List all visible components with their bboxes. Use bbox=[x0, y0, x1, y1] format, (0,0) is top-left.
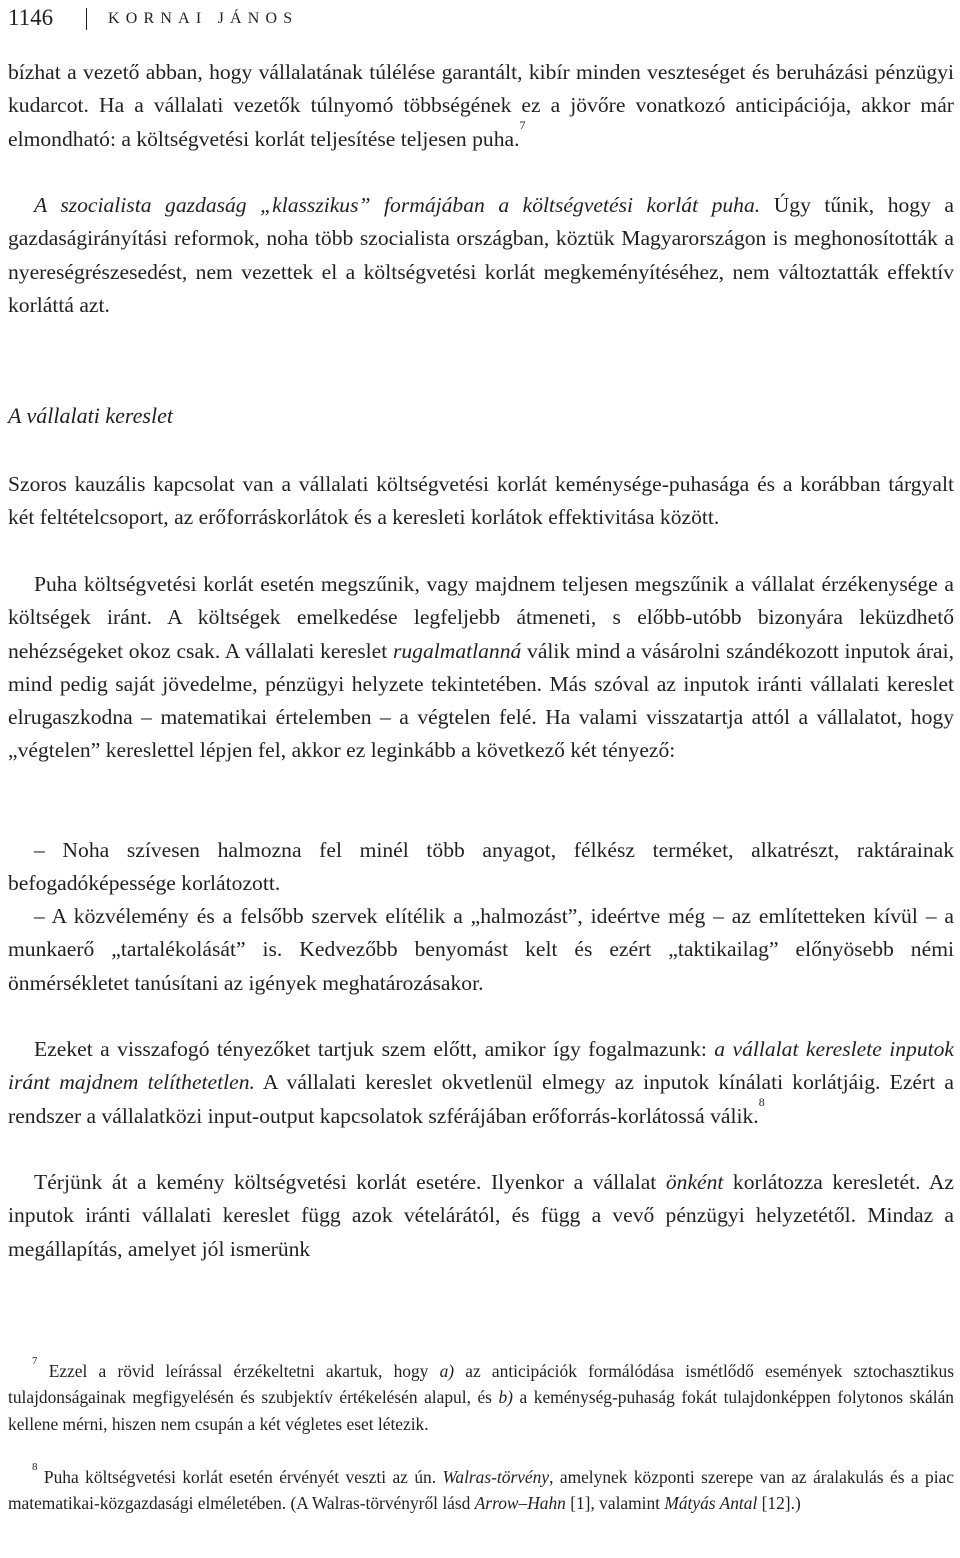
paragraph-1-text: bízhat a vezető abban, hogy vállalatának túlélése garantált, kibír minden veszteséget és beruházási pénzügyi kudarcot. Ha a vállalati vezetők túlnyomó többségének ez a jövőre vonatkozó anticipációja, akkor már elmondható: a költségvetési korlát teljesítése teljesen puha. bbox=[8, 60, 954, 151]
paragraph-2-emphasis: A szocialista gazdaság „klasszikus” formájában a költségvetési korlát puha. bbox=[34, 193, 761, 217]
header-divider bbox=[86, 8, 87, 30]
paragraph-5-text-b: A vállalati kereslet okvetlenül elmegy az inputok kínálati korlátjáig. Ezért a rendszer a vállalatközi input-output kapcsolatok szférájában erőforrás-korlátossá válik. bbox=[8, 1070, 954, 1128]
paragraph-6-emphasis: önként bbox=[665, 1170, 724, 1194]
footnote-7-a-marker: a) bbox=[439, 1361, 455, 1381]
running-title: KORNAI JÁNOS bbox=[108, 10, 299, 27]
paragraph-5 bbox=[8, 1033, 954, 1133]
paragraph-4 bbox=[8, 568, 954, 768]
footnote-8-text-c: [1], valamint bbox=[565, 1493, 665, 1514]
footnote-8-number: 8 bbox=[32, 1461, 38, 1473]
footnote-8-text-b: , amelynek központi szerepe van az áralakulás és a piac matematikai-közgazdasági elméletében. (A Walras-törvényről lásd bbox=[8, 1467, 954, 1514]
list-item-2: – A közvélemény és a felsőbb szervek elítélik a „halmozást”, ideértve még – az említetteken kívül – a munkaerő „tartalékolását” is. Kedvezőbb benyomást kelt és ezért „taktikailag” előnyösebb némi önmérsékletet tanúsítani az igények meghatározásakor. bbox=[8, 904, 954, 995]
paragraph-6 bbox=[8, 1166, 954, 1266]
footnote-8-matyas-antal: Mátyás Antal bbox=[664, 1493, 758, 1514]
page-number: 1146 bbox=[8, 5, 54, 30]
footnote-8-text-d: [12].) bbox=[757, 1493, 801, 1514]
paragraph-4-text-a: Puha költségvetési korlát esetén megszűnik, vagy majdnem teljesen megszűnik a vállalat érzékenysége a költségek iránt. A költségek emelkedése legfeljebb átmeneti, s előbb-utóbb bizonyára leküzdhető nehézségeket okoz csak. A vállalati kereslet bbox=[8, 572, 954, 663]
footnote-7-text-b: az anticipációk formálódása ismétlődő események sztochasztikus tulajdonságainak megfigyelésén és szubjektív értékelésén alapul, és bbox=[8, 1361, 954, 1408]
paragraph-3: Szoros kauzális kapcsolat van a vállalati költségvetési korlát keménysége-puhasága és a korábban tárgyalt két feltételcsoport, az erőforráskorlátok és a keresleti korlátok effektivitása között. bbox=[8, 472, 954, 530]
footnote-7 bbox=[8, 1355, 954, 1437]
footnote-ref-8: 8 bbox=[758, 1094, 765, 1109]
footnote-7-number: 7 bbox=[32, 1355, 38, 1367]
list-item-1: – Noha szívesen halmozna fel minél több anyagot, félkész terméket, alkatrészt, raktárainak befogadóképessége korlátozott. bbox=[8, 838, 954, 896]
paragraph-1 bbox=[8, 56, 954, 156]
paragraph-2-text: Úgy tűnik, hogy a gazdaságirányítási reformok, noha több szocialista országban, köztük Magyarországon is meghonosították a nyereségrészesedést, nem vezettek el a költségvetési korlát megkeményítéséhez, nem változtatták effektív korláttá azt. bbox=[8, 193, 954, 317]
footnote-8 bbox=[8, 1461, 954, 1517]
paragraph-6-text-a: Térjünk át a kemény költségvetési korlát esetére. Ilyenkor a vállalat bbox=[34, 1170, 666, 1194]
footnote-8-walras-law: Walras-törvény bbox=[442, 1467, 550, 1487]
paragraph-4-text-b: válik mind a vásárolni szándékozott inputok árai, mind pedig saját jövedelme, pénzügyi helyzete tekintetében. Más szóval az inputok iránti vállalati kereslet elrugaszkodna – matematikai értelemben – a végtelen felé. Ha valami visszatartja attól a vállalatot, hogy „végtelen” kereslettel lépjen fel, akkor ez leginkább a következő két tényező: bbox=[8, 638, 954, 763]
footnote-7-text-c: a keménység-puhaság fokát tulajdonképpen folytonos skálán kellene mérni, hiszen nem csupán a két végletes eset létezik. bbox=[8, 1387, 954, 1434]
footnote-7-text-a: Ezzel a rövid leírással érzékeltetni akartuk, hogy bbox=[37, 1361, 440, 1381]
footnote-8-arrow-hahn: Arrow–Hahn bbox=[474, 1493, 566, 1514]
paragraph-5-emphasis: a vállalat kereslete inputok iránt majdnem telíthetetlen. bbox=[8, 1037, 954, 1095]
paragraph-4-emphasis: rugalmatlanná bbox=[392, 638, 522, 663]
page-header bbox=[8, 4, 960, 32]
section-heading: A vállalati kereslet bbox=[8, 403, 173, 428]
paragraph-6-text-b: korlátozza keresletét. Az inputok iránti vállalati kereslet függ azok vételárától, és függ a vevő pénzügyi helyzetétől. Mindaz a megállapítás, amelyet jól ismerünk bbox=[8, 1170, 955, 1261]
footnote-ref-7: 7 bbox=[519, 117, 526, 132]
footnote-7-b-marker: b) bbox=[498, 1387, 513, 1408]
paragraph-5-text-a: Ezeket a visszafogó tényezőket tartjuk szem előtt, amikor így fogalmazunk: bbox=[34, 1037, 715, 1061]
paragraph-2 bbox=[8, 189, 954, 322]
footnote-8-text-a: Puha költségvetési korlát esetén érvényét veszti az ún. bbox=[37, 1467, 443, 1487]
